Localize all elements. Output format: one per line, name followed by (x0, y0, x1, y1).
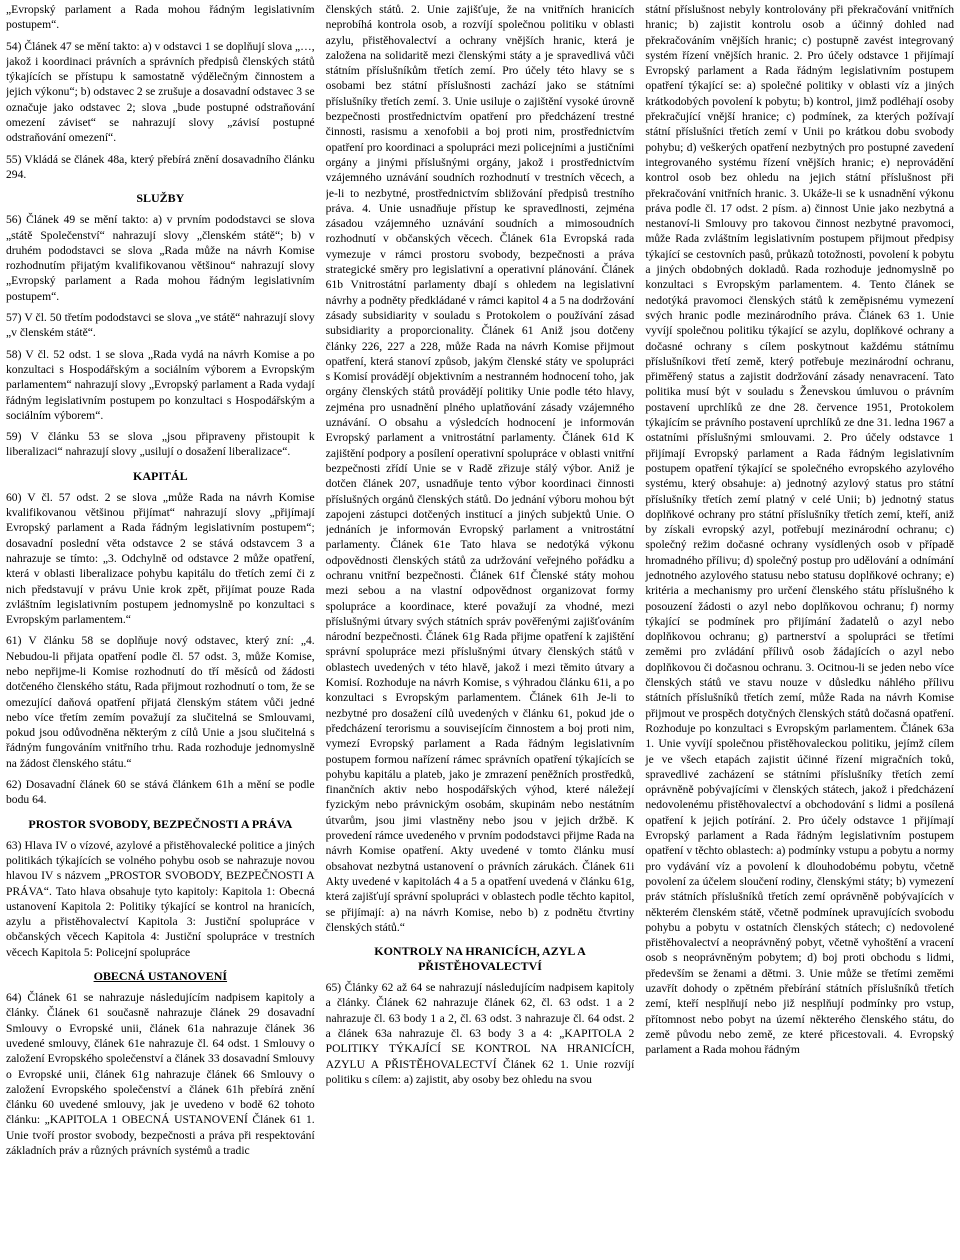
paragraph: „Evropský parlament a Rada mohou řádným legislativním postupem“. (6, 3, 315, 32)
heading-line: PROSTOR SVOBODY, BEZPEČNOSTI A PRÁVA (28, 816, 293, 831)
heading-line: KAPITÁL (132, 468, 188, 483)
section-heading (6, 469, 315, 484)
paragraph: 55) Vkládá se článek 48a, který přebírá znění dosavadního článku 294. (6, 152, 315, 181)
section-heading (326, 944, 635, 974)
heading-line: PŘISTĚHOVALECTVÍ (418, 959, 542, 974)
section-heading (6, 969, 315, 984)
paragraph: 64) Článek 61 se nahrazuje následujícím nadpisem kapitoly a články. Článek 61 současně nahrazuje článek 29 dosavadní Smlouvy o Evropské unii, článek 61a nahrazuje článek 36 uvedené smlouvy, článek 61e nahrazuje čl. 64 odst. 1 Smlouvy o založení Evropského společenství a článek 33 dosavadní Smlouvy o Evropské unii, článek 61g nahrazuje článek 66 Smlouvy o založení Evropského společenství a článek 61h přebírá znění článku 60 uvedené smlouvy, jak je uvedeno v bodě 62 tohoto článku: „KAPITOLA 1 OBECNÁ USTANOVENÍ Článek 61 1. Unie tvoří prostor svobody, bezpečnosti a práva při respektování základních práv a různých právních systémů a tradic (6, 991, 315, 1157)
text-column-3 (645, 2, 954, 1260)
paragraph: 60) V čl. 57 odst. 2 se slova „může Rada na návrh Komise kvalifikovanou většinou přijímat“ nahrazují slovy „přijímají Evropský parlament a Rada řádným legislativním postupem“; dosavadní poslední věta odstavce 2 se stává odstavcem 3 a nahrazuje se tímto: „3. Odchylně od odstavce 2 může opatření, která v oblasti liberalizace pohybu kapitálu do třetích zemí či z nich představují v právu Unie krok zpět, přijímat pouze Rada zvláštním legislativním postupem jednomyslně po konzultaci s Evropským parlamentem.“ (6, 490, 315, 627)
paragraph: 57) V čl. 50 třetím pododstavci se slova „ve státě“ nahrazují slovy „v členském státě“. (6, 311, 315, 340)
paragraph: státní příslušnost nebyly kontrolovány při překračování vnitřních hranic; b) zajistit kontrolu osob a účinný dohled nad překračováním vnějších hranic; c) postupně zavést integrovaný systém řízení vnějších hranic. 2. Pro účely odstavce 1 přijímají Evropský parlament a Rada řádným legislativním postupem opatření týkající se: a) společné politiky v oblasti víz a jiných krátkodobých povolení k pobytu; b) kontrol, jimž podléhají osoby překračující vnější hranice; c) podmínek, za kterých požívají státní příslušníci třetích zemí v Unii po krátkou dobu svobody pohybu; d) veškerých opatření nezbytných pro postupné zavedení integrovaného systému řízení vnějších hranic; e) neprovádění kontrol osob bez ohledu na jejich státní příslušnost při překračování vnitřních hranic. 3. Ukáže-li se k usnadnění výkonu práva podle čl. 17 odst. 2 písm. a) činnost Unie jako nezbytná a nestanoví-li Smlouvy pro takovou činnost nezbytné pravomoci, může Rada zvláštním legislativním postupem přijmout předpisy týkající se cestovních pasů, průkazů totožnosti, povolení k pobytu a jiných obdobných dokladů. Rada rozhoduje jednomyslně po konzultaci s Evropským parlamentem. 4. Tento článek se nedotýká pravomoci členských států k zeměpisnému vymezení svých hranic podle mezinárodního práva. Článek 63 1. Unie vyvíjí společnou politiku týkající se azylu, doplňkové ochrany a dočasné ochrany s cílem poskytnout každému státnímu příslušníkovi třetí země, který potřebuje mezinárodní ochranu, přiměřený status a zajistit dodržování zásady nenavracení. Tato politika musí být v souladu s Ženevskou úmluvou o právním postavení uprchlíků ze dne 28. července 1951, Protokolem týkajícím se právního postavení uprchlíků ze dne 31. ledna 1967 a ostatními příslušnými smlouvami. 2. Pro účely odstavce 1 přijímají Evropský parlament a Rada řádným legislativním postupem opatření týkající se společného evropského azylového systému, který obsahuje: a) jednotný azylový status pro státní příslušníky třetích zemí platný v celé Unii; b) jednotný status doplňkové ochrany pro státní příslušníky třetích zemí, kteří, aniž by získali evropský azyl, potřebují mezinárodní ochranu; c) společný režim dočasné ochrany vysídlených osob v případě hromadného přílivu; d) společný postup pro udělování a odnímání jednotného azylového statusu nebo statusu doplňkové ochrany; e) kritéria a mechanismy pro určení členského státu příslušného k posouzení žádosti o azyl nebo doplňkovou ochranu; f) normy týkající se podmínek pro přijímání žadatelů o azyl nebo doplňkovou ochranu; g) partnerství a spolupráci se třetími zeměmi pro zvládání přílivů osob žádajících o azyl nebo doplňkovou či dočasnou ochranu. 3. Ocitnou-li se jeden nebo více členských států ve stavu nouze v důsledku náhlého přílivu státních příslušníků třetích zemí, může Rada na návrh Komise přijmout ve prospěch dotyčných členských států dočasná opatření. Rozhoduje po konzultaci s Evropským parlamentem. Článek 63a 1. Unie vyvíjí společnou přistěhovaleckou politiku, jejímž cílem je ve všech etapách zajistit účinné řízení migračních toků, spravedlivé zacházení se státními příslušníky třetích zemí oprávněně pobývajícími v členských státech, jakož i předcházení nedovolenému přistěhovalectví a obchodování s lidmi a posílená opatření k jejich potírání. 2. Pro účely odstavce 1 přijímají Evropský parlament a Rada řádným legislativním postupem opatření v těchto oblastech: a) podmínky vstupu a pobytu a normy pro vydávání víz a povolení k dlouhodobému pobytu, včetně povolení za účelem sloučení rodiny, členskými státy; b) vymezení práv státních příslušníků třetích zemí oprávněně pobývajících v některém členském státě, včetně podmínek upravujících svobodu pohybu a pobytu v ostatních členských státech; c) nedovolené přistěhovalectví a neoprávněný pobyt, včetně vyhoštění a vracení osob s neoprávněným pobytem; d) boj proti obchodu s lidmi, především se ženami a dětmi. 3. Unie může se třetími zeměmi uzavřít dohody o zpětném přebírání státních příslušníků třetích zemí, kteří nesplňují nebo již nesplňují podmínky pro vstup, přítomnost nebo pobyt na území některého členského státu, do země původu nebo země, ze které přicestovali. 4. Evropský parlament a Rada mohou řádným (645, 3, 955, 1057)
paragraph: 58) V čl. 52 odst. 1 se slova „Rada vydá na návrh Komise a po konzultaci s Hospodářským a sociálním výborem a Evropským parlamentem“ nahrazují slovy „Evropský parlament a Rada vydají řádným legislativním postupem po konzultaci s Hospodářským a sociálním výborem“. (6, 347, 315, 422)
text-column-2 (326, 2, 635, 1260)
paragraph: 65) Články 62 až 64 se nahrazují následujícím nadpisem kapitoly a články. Článek 62 nahrazuje článek 62, čl. 63 odst. 1 a 2 nahrazuje čl. 63 body 1 a 2, čl. 63 odst. 3 nahrazuje čl. 64 odst. 2 a článek 63a nahrazuje čl. 63 body 3 a 4: „KAPITOLA 2 POLITIKY TÝKAJÍCÍ SE KONTROL NA HRANICÍCH, AZYLU A PŘISTĚHOVALECTVÍ Článek 62 1. Unie rozvíjí politiku s cílem: a) zajistit, aby osoby bez ohledu na svou (325, 981, 635, 1086)
heading-line: OBECNÁ USTANOVENÍ (93, 969, 228, 984)
paragraph: členských států. 2. Unie zajišťuje, že na vnitřních hranicích neprobíhá kontrola osob, a rozvíjí společnou politiku v oblasti azylu, přistěhovalectví a ochrany vnějších hranic, která je založena na solidaritě mezi členskými státy a je spravedlivá vůči státním příslušníkům třetích zemí. Pro účely této hlavy se s osobami bez státní příslušnosti zachází jako se státními příslušníky třetích zemí. 3. Unie usiluje o zajištění vysoké úrovně bezpečnosti prostřednictvím opatření pro předcházení trestné činnosti, rasismu a xenofobii a boj proti nim, prostřednictvím opatření pro koordinaci a spolupráci mezi policejními a justičními orgány a jinými příslušnými orgány, jakož i prostřednictvím vzájemného uznávání soudních rozhodnutí v trestních věcech, a je-li to nezbytné, prostřednictvím sbližování předpisů trestního práva. 4. Unie usnadňuje přístup ke spravedlnosti, zejména zásadou vzájemného uznávání soudních a mimosoudních rozhodnutí v občanských věcech. Článek 61a Evropská rada vymezuje v rámci prostoru svobody, bezpečnosti a práva strategické směry pro legislativní a operativní plánování. Článek 61b Vnitrostátní parlamenty dbají s ohledem na legislativní návrhy a podněty předkládané v rámci kapitol 4 a 5 na dodržování zásady subsidiarity v souladu s Protokolem o používání zásad subsidiarity a proporcionality. Článek 61 Aniž jsou dotčeny články 226, 227 a 228, může Rada na návrh Komise přijmout opatření, která stanoví způsob, jakým členské státy ve spolupráci s Komisí provádějí objektivním a nestranném hodnocení toho, jak orgány členských států provádějí politiky Unie podle této hlavy, zejména pro usnadnění plného uplatňování zásady vzájemného uznávání. O obsahu a výsledcích hodnocení je informován Evropský parlament a vnitrostátní parlamenty. Článek 61d K zajištění podpory a posílení operativní spolupráce v oblasti vnitřní bezpečnosti zřídí Unie se v Radě zřizuje stálý výbor. Aniž je dotčen článek 207, usnadňuje tento výbor koordinaci činnosti příslušných orgánů členských států. Do jednání výboru mohou být zapojeni zástupci dotčených institucí a jiných subjektů Unie. O jednáních je informován Evropský parlament a vnitrostátní parlamenty. Článek 61e Tato hlava se nedotýká výkonu odpovědnosti členských států za udržování veřejného pořádku a ochranu vnitřní bezpečnosti. Článek 61f Členské státy mohou mezi sebou a na vlastní odpovědnost organizovat formy spolupráce a koordinace, které považují za vhodné, mezi příslušnými útvary svých státních správ pověřenými zajišťováním národní bezpečnosti. Článek 61g Rada přijme opatření k zajištění správní spolupráce mezi příslušnými útvary členských států v oblastech uvedených v této hlavě, jakož i mezi těmito útvary a Komisí. Rozhoduje na návrh Komise, s výhradou článku 61i, a po konzultaci s Evropským parlamentem. Článek 61h Je-li to nezbytné pro dosažení cílů uvedených v článku 61, pokud jde o předcházení terorismu a souvisejícím činnostem a boj proti nim, vymezí Evropský parlament a Rada řádným legislativním postupem formou nařízení rámec správních opatření týkajících se pohybu kapitálu a plateb, jako je zmrazení peněžních prostředků, finančních aktiv nebo hospodářských výhod, které náležejí fyzickým nebo právnickým osobám, skupinám nebo nestátním útvarům, jsou jimi vlastněny nebo jsou v jejich držbě. K provedení rámce uvedeného v prvním pododstavci přijme Rada na návrh Komise opatření. Akty uvedené v tomto článku musí obsahovat nezbytná ustanovení o právních zárukách. Článek 61i Akty uvedené v kapitolách 4 a 5 a opatření uvedená v článku 61g, která zajišťují správní spolupráci v oblastech podle těchto kapitol, se přijímají: a) na návrh Komise, nebo b) z podnětu čtvrtiny členských států.“ (325, 3, 635, 934)
section-heading (6, 191, 315, 206)
paragraph: 56) Článek 49 se mění takto: a) v prvním pododstavci se slova „státě Společenství“ nahrazují slovy „členském státě“; b) v druhém pododstavci se slova „Rada může na návrh Komise rozhodnutím přijatým kvalifikovanou většinou“ nahrazují slovy „Evropský parlament a Rada mohou řádným legislativním postupem“. (6, 213, 315, 303)
heading-line: KONTROLY NA HRANICÍCH, AZYL A (374, 944, 586, 959)
heading-line: SLUŽBY (136, 191, 185, 206)
paragraph: 62) Dosavadní článek 60 se stává článkem 61h a mění se podle bodu 64. (6, 778, 315, 807)
paragraph: 63) Hlava IV o vízové, azylové a přistěhovalecké politice a jiných politikách týkajících se volného pohybu osob se nahrazuje novou hlavou IV s názvem „PROSTOR SVOBODY, BEZPEČNOSTI A PRÁVA“. Tato hlava obsahuje tyto kapitoly: Kapitola 1: Obecná ustanovení Kapitola 2: Politiky týkající se kontrol na hranicích, azylu a přistěhovalectví Kapitola 3: Justiční spolupráce v občanských věcech Kapitola 4: Justiční spolupráce v trestních věcech Kapitola 5: Policejní spolupráce (6, 838, 315, 959)
paragraph: 54) Článek 47 se mění takto: a) v odstavci 1 se doplňují slova „…, jakož i koordinaci právních a správních předpisů členských států týkajících se přístupu k samostatně výdělečným činnostem a jejich výkonu“; b) odstavec 2 se zrušuje a dosavadní odstavec 3 se označuje jako odstavec 2; slova „bude postupné odstraňování omezení záviset“ se nahrazují slovy „závisí postupné odstraňování omezení“. (6, 39, 315, 145)
text-column-1 (6, 2, 315, 1260)
section-heading (6, 817, 315, 832)
paragraph: 59) V článku 53 se slova „jsou připraveny přistoupit k liberalizaci“ nahrazují slovy „usilují o dosažení liberalizace“. (6, 430, 315, 459)
paragraph: 61) V článku 58 se doplňuje nový odstavec, který zní: „4. Nebudou-li přijata opatření podle čl. 57 odst. 3, může Komise, nebo nepřijme-li Komise rozhodnutí do tří měsíců od žádosti dotčeného členského státu, Rada přijmout rozhodnutí o tom, že se omezující daňová opatření přijatá členským státem vůči jedné nebo více třetím zemím považují za slučitelná se Smlouvami, pokud jsou odůvodněna některým z cílů Unie a jsou slučitelná s řádným fungováním vnitřního trhu. Rada rozhoduje jednomyslně na žádost členského státu.“ (6, 634, 315, 770)
